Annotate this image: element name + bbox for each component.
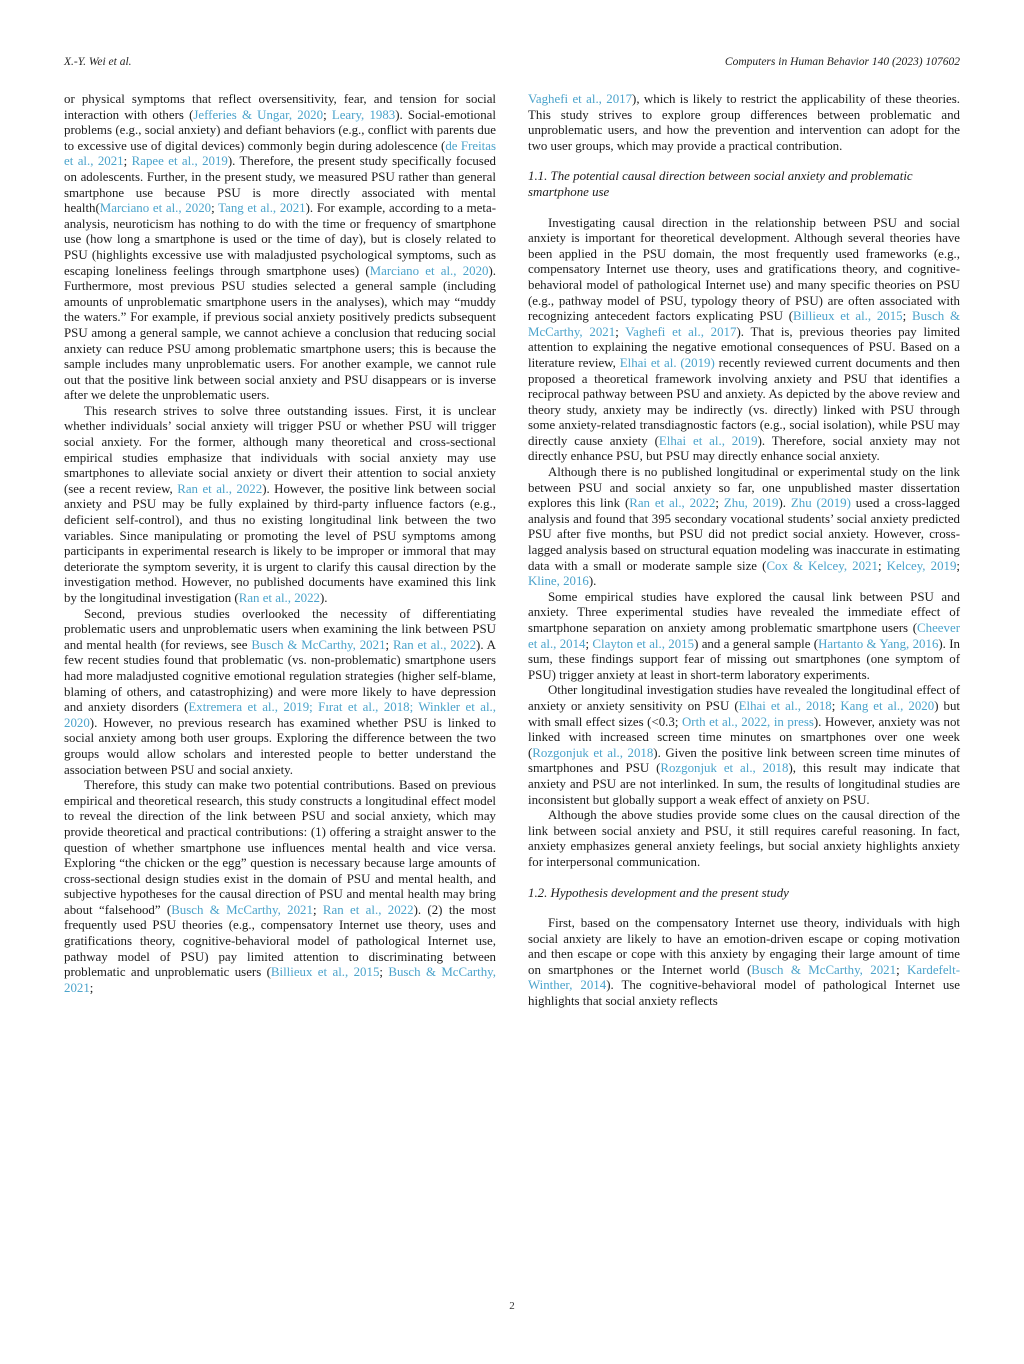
paragraph: Although there is no published longitudinal or experimental study on the link between PSU and social anxiety so far, one unpublished master dissertation explores this link (Ran et al., 2022; Zhu, 2019). Zhu (2019) used a cross-lagged analysis and found that 395 secondary vocational students’ social anxiety predicted PSU after five months, but PSU did not predict social anxiety. However, cross-lagged analysis based on structural equation modeling was inaccurate in estimating data with a small or moderate sample size (Cox & Kelcey, 2021; Kelcey, 2019; Kline, 2016). <box>528 465 961 589</box>
header-authors: X.-Y. Wei et al. <box>64 56 132 68</box>
left-column <box>64 92 496 1010</box>
citation-link[interactable]: Cheever et al., 2014 <box>528 621 960 651</box>
citation-link[interactable]: Extremera et al., 2019; Fırat et al., 2018; Winkler et al., 2020 <box>64 700 496 730</box>
citation-link[interactable]: Clayton et al., 2015 <box>592 636 695 651</box>
citation-link[interactable]: Marciano et al., 2020 <box>369 263 489 278</box>
citation-link[interactable]: Billieux et al., 2015 <box>793 309 903 324</box>
citation-link[interactable]: Kline, 2016 <box>528 574 589 589</box>
citation-link[interactable]: Elhai et al. (2019) <box>619 355 715 370</box>
citation-link[interactable]: Marciano et al., 2020 <box>99 201 212 216</box>
section-heading: 1.2. Hypothesis development and the present study <box>528 885 789 900</box>
header-journal: Computers in Human Behavior 140 (2023) 107602 <box>724 56 960 68</box>
page-number: 2 <box>509 1300 515 1312</box>
paragraph: Second, previous studies overlooked the necessity of differentiating problematic users and unproblematic users when examining the link between PSU and mental health (for reviews, see Busch & McCarthy, 2021; Ran et al., 2022). A few recent studies found that problematic (vs. non-problematic) smartphone users had more maladjusted cognitive emotional regulation strategies (higher self-blame, blaming of others, and catastrophizing) and were more likely to have depression and anxiety disorders (Extremera et al., 2019; Fırat et al., 2018; Winkler et al., 2020). However, no previous research has examined whether PSU is linked to social anxiety among both user groups. Exploring the difference between the two groups would allow scholars and interested people to better understand the association between PSU and social anxiety. <box>64 606 496 777</box>
citation-link[interactable]: Hartanto & Yang, 2016 <box>818 636 939 651</box>
section-heading: 1.1. The potential causal direction between social anxiety and problematic smartphone use <box>528 169 913 199</box>
citation-link[interactable]: Vaghefi et al., 2017 <box>625 324 737 339</box>
citation-link[interactable]: Busch & McCarthy, 2021 <box>64 965 496 995</box>
citation-link[interactable]: Rozgonjuk et al., 2018 <box>660 761 789 776</box>
paragraph: Other longitudinal investigation studies have revealed the longitudinal effect of anxiety or anxiety sensitivity on PSU (Elhai et al., 2018; Kang et al., 2020) but with small effect sizes (<0.3; Orth et al., 2022, in press). However, anxiety was not linked with increased screen time minutes on smartphones over one week (Rozgonjuk et al., 2018). Given the positive link between screen time minutes of smartphones and PSU (Rozgonjuk et al., 2018), this result may indicate that anxiety and PSU are not interlinked. In sum, the results of longitudinal studies are inconsistent but globally support a weak effect of anxiety on PSU. <box>528 683 960 807</box>
citation-link[interactable]: Elhai et al., 2018 <box>738 698 832 713</box>
citation-link[interactable]: Kang et al., 2020 <box>840 698 935 713</box>
citation-link[interactable]: Ran et al., 2022 <box>392 637 477 652</box>
citation-link[interactable]: Vaghefi et al., 2017 <box>528 92 633 106</box>
citation-link[interactable]: Busch & McCarthy, 2021 <box>171 902 313 917</box>
citation-link[interactable]: Tang et al., 2021 <box>218 201 306 216</box>
article-body <box>64 92 960 1010</box>
citation-link[interactable]: Busch & McCarthy, 2021 <box>751 962 897 977</box>
citation-link[interactable]: Zhu, 2019 <box>723 496 779 511</box>
paragraph: Therefore, this study can make two potential contributions. Based on previous empirical and theoretical research, this study constructs a longitudinal effect model to reveal the direction of the link between PSU and social anxiety, which may provide theoretical and practical contributions: (1) offering a straight answer to the question of whether smartphone use influences mental health and vice versa. Exploring “the chicken or the egg” question is necessary because large amounts of cross-sectional design studies exist in the domain of PSU and mental health, and subjective hypotheses for the causal direction of PSU and mental health may bring about “falsehood” (Busch & McCarthy, 2021; Ran et al., 2022). (2) the most frequently used PSU theories (e.g., compensatory Internet use theory, uses and gratifications theory, cognitive-behavioral model of pathological Internet use, pathway model of PSU) pay limited attention to discriminating between problematic and unproblematic users (Billieux et al., 2015; Busch & McCarthy, 2021; <box>64 778 496 995</box>
citation-link[interactable]: Ran et al., 2022 <box>629 496 716 511</box>
citation-link[interactable]: Orth et al., 2022, in press <box>681 714 814 729</box>
citation-link[interactable]: de Freitas et al., 2021 <box>64 138 496 169</box>
paragraph: First, based on the compensatory Internet use theory, individuals with high social anxiety are likely to have an emotion-driven escape or coping motivation and then escape or cope with this anxiety by engaging their large amount of time on smartphones or the Internet world (Busch & McCarthy, 2021; Kardefelt-Winther, 2014). The cognitive-behavioral model of pathological Internet use highlights that social anxiety reflects <box>528 916 961 1009</box>
paragraph: This research strives to solve three outstanding issues. First, it is unclear whether individuals’ social anxiety will trigger PSU or whether PSU will trigger social anxiety. For the former, although many theoretical and cross-sectional empirical studies emphasize that individuals with social anxiety may use smartphones to alleviate social anxiety or divert their attention to social anxiety (see a recent review, Ran et al., 2022). However, the positive link between social anxiety and PSU may be fully explained by third-party influence factors (e.g., deficient self-control), and thus no existing longitudinal link between the two variables. Since manipulating or promoting the level of PSU symptoms among participants in experimental research is likely to be improper or immoral that may deteriorate the symptom severity, it is urgent to clarify this causal direction by the investigation method. However, no published documents have examined this link by the longitudinal investigation (Ran et al., 2022). <box>64 403 497 605</box>
paragraph: Although the above studies provide some clues on the causal direction of the link between social anxiety and PSU, it still requires careful reasoning. In fact, anxiety emphasizes general anxiety feelings, but social anxiety highlights anxiety for interpersonal communication. <box>528 808 960 869</box>
running-header <box>64 56 960 68</box>
paragraph: or physical symptoms that reflect oversensitivity, fear, and tension for social interaction with others (Jefferies & Ungar, 2020; Leary, 1983). Social-emotional problems (e.g., social anxiety) and defiant behaviors (e.g., conflict with parents due to excessive use of digital devices) commonly begin during adolescence (de Freitas et al., 2021; Rapee et al., 2019). Therefore, the present study specifically focused on adolescents. Further, in the present study, we measured PSU rather than general smartphone use because PSU is more directly associated with mental health(Marciano et al., 2020; Tang et al., 2021). For example, according to a meta-analysis, neuroticism has nothing to do with the time or frequency of smartphone use (how long a smartphone is used or the time of day), but is closely related to PSU (highlights excessive use with maladjusted psychological symptoms, such as escaping loneliness feelings through smartphone uses) (Marciano et al., 2020). Furthermore, most previous PSU studies selected a general sample (including amounts of unproblematic smartphone users in the analyses), which may “muddy the waters.” For example, if previous social anxiety positively predicts subsequent PSU among a general sample, we cannot achieve a conclusion that reducing social anxiety can reduce PSU among problematic smartphone users; this is because the sample includes many unproblematic users. For another example, we cannot rule out that the positive link between social anxiety and PSU disappears or is inverse after we delete the unproblematic users. <box>64 92 496 403</box>
citation-link[interactable]: Busch & McCarthy, 2021 <box>251 637 386 652</box>
citation-link[interactable]: Cox & Kelcey, 2021 <box>766 558 878 573</box>
citation-link[interactable]: Elhai et al., 2019 <box>658 433 758 448</box>
citation-link[interactable]: Kardefelt-Winther, 2014 <box>528 962 961 993</box>
citation-link[interactable]: Ran et al., 2022 <box>322 902 414 917</box>
citation-link[interactable]: Kelcey, 2019 <box>886 558 957 573</box>
paragraph: Vaghefi et al., 2017), which is likely to restrict the applicability of these theories. This study strives to explore group differences between problematic and unproblematic users, and how the prevention and intervention can adopt for the two user groups, which may provide a practical contribution. <box>528 92 960 153</box>
citation-link[interactable]: Busch & McCarthy, 2021 <box>528 309 960 339</box>
paragraph: Investigating causal direction in the relationship between PSU and social anxiety is important for theoretical development. Although several theories have been applied in the PSU domain, the most frequently used frameworks (e.g., compensatory Internet use theory, uses and gratifications theory, and cognitive-behavioral model of pathological Internet use) and many specific theories on PSU (e.g., pathway model of PSU, typology theory of PSU) are often associated with recognizing antecedent factors explicating PSU (Billieux et al., 2015; Busch & McCarthy, 2021; Vaghefi et al., 2017). That is, previous theories pay limited attention to explaining the negative emotional consequences of PSU. Based on a literature review, Elhai et al. (2019) recently reviewed current documents and then proposed a theoretical framework involving anxiety and PSU that identifies a reciprocal pathway between PSU and anxiety. As depicted by the above review and theory study, anxiety may be indirectly (vs. directly) linked with PSU through some anxiety-related transdiagnostic factors (e.g., social isolation), while PSU may directly cause anxiety (Elhai et al., 2019). Therefore, social anxiety may not directly enhance PSU, but PSU may directly enhance social anxiety. <box>528 215 960 464</box>
right-column <box>528 92 960 1010</box>
paragraph: Some empirical studies have explored the causal link between PSU and anxiety. Three experimental studies have revealed the immediate effect of smartphone separation on anxiety among problematic smartphone users (Cheever et al., 2014; Clayton et al., 2015) and a general sample (Hartanto & Yang, 2016). In sum, these findings support fear of missing out smartphones (one symptom of PSU) trigger anxiety at least in short-term laboratory experiments. <box>528 589 960 682</box>
citation-link[interactable]: Ran et al., 2022 <box>177 481 263 496</box>
citation-link[interactable]: Ran et al., 2022 <box>238 591 320 605</box>
citation-link[interactable]: Rapee et al., 2019 <box>131 154 228 169</box>
citation-link[interactable]: Jefferies & Ungar, 2020 <box>193 107 324 122</box>
citation-link[interactable]: Rozgonjuk et al., 2018 <box>532 745 654 760</box>
citation-link[interactable]: Zhu (2019) <box>790 496 851 511</box>
citation-link[interactable]: Leary, 1983 <box>331 107 396 122</box>
page-footer <box>0 1300 1024 1312</box>
citation-link[interactable]: Billieux et al., 2015 <box>270 965 380 980</box>
